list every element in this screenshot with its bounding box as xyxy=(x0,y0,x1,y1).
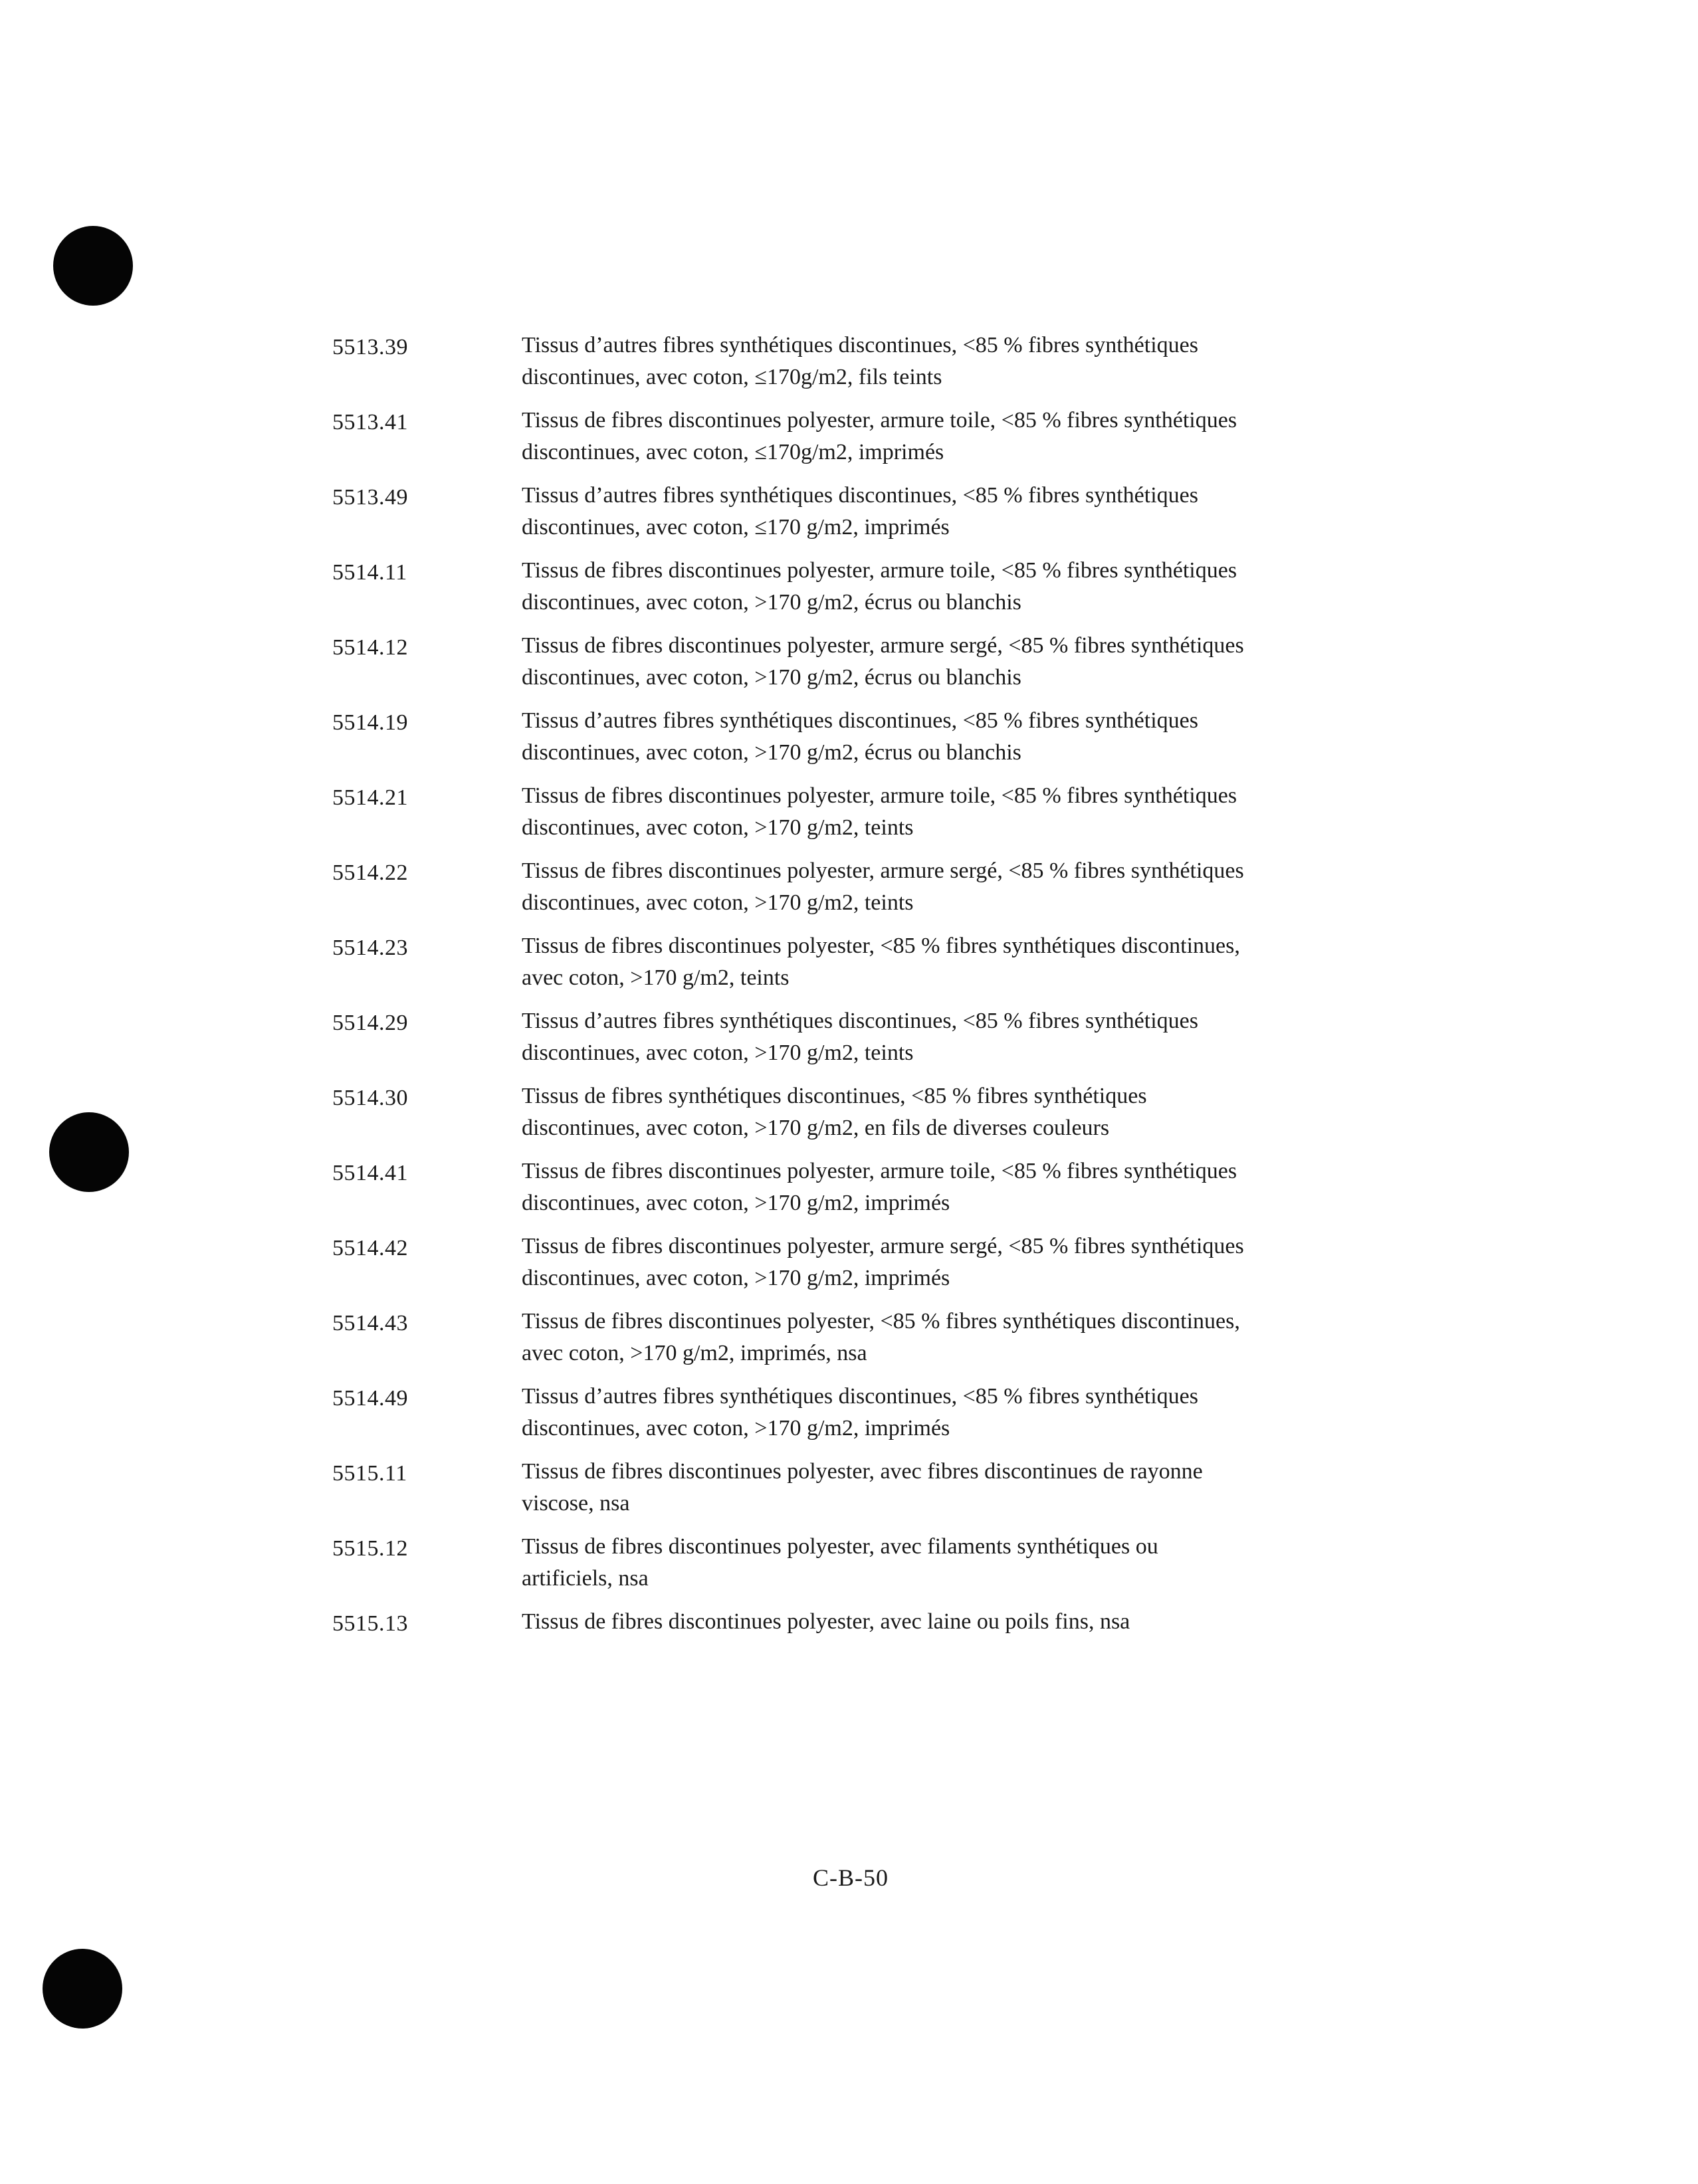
tariff-description: Tissus de fibres discontinues polyester, <85 % fibres synthétiques discontinues, avec coton, >170 g/m2, imprimés, nsa xyxy=(522,1309,1240,1365)
tariff-description: Tissus d’autres fibres synthétiques discontinues, <85 % fibres synthétiques discontinues, avec coton, ≤170g/m2, fils teints xyxy=(522,333,1198,389)
tariff-entry xyxy=(332,405,1396,480)
tariff-code: 5514.29 xyxy=(332,1011,408,1035)
tariff-code: 5514.12 xyxy=(332,635,408,660)
punch-hole xyxy=(43,1949,122,2029)
tariff-entry xyxy=(332,1155,1396,1231)
tariff-code: 5514.42 xyxy=(332,1236,408,1260)
tariff-description: Tissus de fibres discontinues polyester, armure toile, <85 % fibres synthétiques discontinues, avec coton, ≤170g/m2, imprimés xyxy=(522,408,1237,464)
tariff-entry xyxy=(332,705,1396,780)
tariff-description: Tissus de fibres discontinues polyester, armure toile, <85 % fibres synthétiques discontinues, avec coton, >170 g/m2, teints xyxy=(522,783,1237,840)
tariff-code: 5515.13 xyxy=(332,1611,408,1636)
tariff-code: 5514.19 xyxy=(332,710,408,735)
tariff-entry xyxy=(332,555,1396,630)
tariff-description: Tissus de fibres discontinues polyester, armure toile, <85 % fibres synthétiques discontinues, avec coton, >170 g/m2, imprimés xyxy=(522,1159,1237,1215)
tariff-description: Tissus de fibres discontinues polyester, armure sergé, <85 % fibres synthétiques discontinues, avec coton, >170 g/m2, imprimés xyxy=(522,1234,1244,1290)
tariff-description: Tissus de fibres discontinues polyester, <85 % fibres synthétiques discontinues, avec coton, >170 g/m2, teints xyxy=(522,934,1240,990)
tariff-entry xyxy=(332,1306,1396,1381)
tariff-description: Tissus de fibres discontinues polyester, avec laine ou poils fins, nsa xyxy=(522,1609,1130,1634)
tariff-description: Tissus de fibres discontinues polyester, avec filaments synthétiques ou artificiels, nsa xyxy=(522,1534,1158,1591)
tariff-code: 5514.21 xyxy=(332,785,408,810)
page-number: C-B-50 xyxy=(813,1864,889,1891)
tariff-entry xyxy=(332,930,1396,1005)
tariff-code: 5514.30 xyxy=(332,1086,408,1110)
tariff-description: Tissus d’autres fibres synthétiques discontinues, <85 % fibres synthétiques discontinues, avec coton, >170 g/m2, écrus ou blanchis xyxy=(522,708,1198,765)
tariff-entry-list xyxy=(332,330,1396,1681)
punch-hole xyxy=(53,226,133,306)
tariff-code: 5514.41 xyxy=(332,1161,408,1185)
tariff-code: 5514.11 xyxy=(332,560,407,585)
tariff-entry xyxy=(332,1531,1396,1606)
tariff-entry xyxy=(332,630,1396,705)
tariff-entry xyxy=(332,480,1396,555)
tariff-description: Tissus d’autres fibres synthétiques discontinues, <85 % fibres synthétiques discontinues, avec coton, >170 g/m2, imprimés xyxy=(522,1384,1198,1440)
tariff-entry xyxy=(332,1231,1396,1306)
tariff-code: 5515.11 xyxy=(332,1461,407,1486)
tariff-code: 5514.43 xyxy=(332,1311,408,1336)
tariff-code: 5513.41 xyxy=(332,410,408,435)
tariff-entry xyxy=(332,780,1396,855)
tariff-description: Tissus de fibres discontinues polyester, armure toile, <85 % fibres synthétiques discontinues, avec coton, >170 g/m2, écrus ou blanchis xyxy=(522,558,1237,615)
tariff-entry xyxy=(332,855,1396,930)
tariff-description: Tissus d’autres fibres synthétiques discontinues, <85 % fibres synthétiques discontinues, avec coton, ≤170 g/m2, imprimés xyxy=(522,483,1198,540)
tariff-entry xyxy=(332,1381,1396,1456)
tariff-entry xyxy=(332,1606,1396,1681)
tariff-code: 5515.12 xyxy=(332,1536,408,1561)
tariff-entry xyxy=(332,1456,1396,1531)
tariff-code: 5514.23 xyxy=(332,936,408,960)
tariff-description: Tissus de fibres discontinues polyester, avec fibres discontinues de rayonne viscose, nsa xyxy=(522,1459,1203,1516)
tariff-code: 5514.22 xyxy=(332,860,408,885)
tariff-entry xyxy=(332,330,1396,405)
tariff-description: Tissus de fibres synthétiques discontinues, <85 % fibres synthétiques discontinues, avec coton, >170 g/m2, en fils de diverses couleurs xyxy=(522,1084,1147,1140)
tariff-entry xyxy=(332,1005,1396,1080)
tariff-code: 5514.49 xyxy=(332,1386,408,1411)
tariff-description: Tissus d’autres fibres synthétiques discontinues, <85 % fibres synthétiques discontinues, avec coton, >170 g/m2, teints xyxy=(522,1009,1198,1065)
tariff-entry xyxy=(332,1080,1396,1155)
tariff-description: Tissus de fibres discontinues polyester, armure sergé, <85 % fibres synthétiques discontinues, avec coton, >170 g/m2, écrus ou blanchis xyxy=(522,633,1244,690)
tariff-code: 5513.39 xyxy=(332,335,408,359)
punch-hole xyxy=(49,1112,129,1192)
tariff-description: Tissus de fibres discontinues polyester, armure sergé, <85 % fibres synthétiques discontinues, avec coton, >170 g/m2, teints xyxy=(522,858,1244,915)
tariff-code: 5513.49 xyxy=(332,485,408,510)
